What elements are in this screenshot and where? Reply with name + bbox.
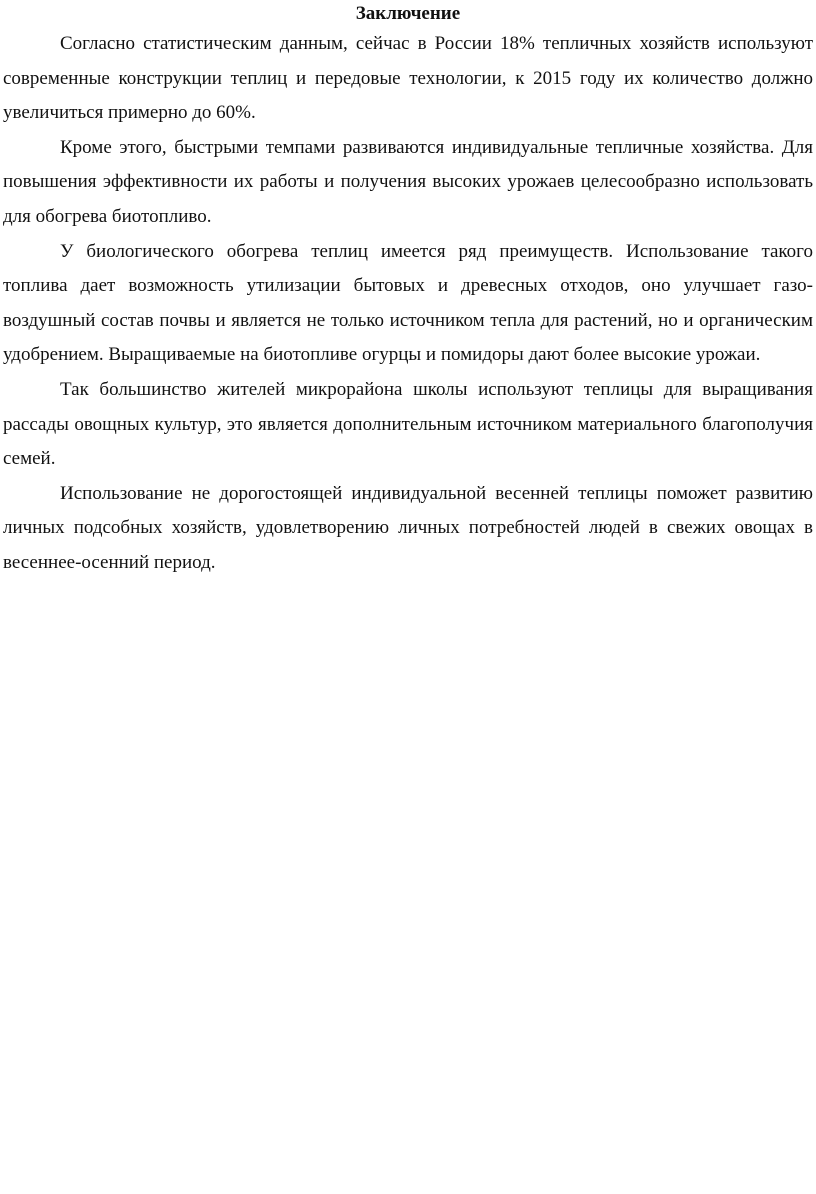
paragraph-district-residents: Так большинство жителей микрорайона школы используют теплицы для выращивания рассады овощных культур, это является дополнительным источником материального благополучия семей. <box>3 378 813 470</box>
document-title: Заключение <box>355 3 461 24</box>
paragraph-biofuel-advantages: У биологического обогрева теплиц имеется ряд преимуществ. Использование такого топлива дает возможность утилизации бытовых и древесных отходов, оно улучшает газо-воздушный состав почвы и является не только источником тепла для растений, но и органическим удобрением. Выращиваемые на биотопливе огурцы и помидоры дают более высокие урожаи. <box>3 240 813 366</box>
paragraph-conclusion: Использование не дорогостоящей индивидуальной весенней теплицы поможет развитию личных подсобных хозяйств, удовлетворению личных потребностей людей в свежих овощах в весеннее-осенний период. <box>3 482 813 573</box>
paragraph-individual-farms: Кроме этого, быстрыми темпами развиваются индивидуальные тепличные хозяйства. Для повышения эффективности их работы и получения высоких урожаев целесообразно использовать для обогрева биотопливо. <box>3 136 813 227</box>
paragraph-statistics: Согласно статистическим данным, сейчас в России 18% тепличных хозяйств используют современные конструкции теплиц и передовые технологии, к 2015 году их количество должно увеличиться примерно до 60%. <box>3 33 813 124</box>
